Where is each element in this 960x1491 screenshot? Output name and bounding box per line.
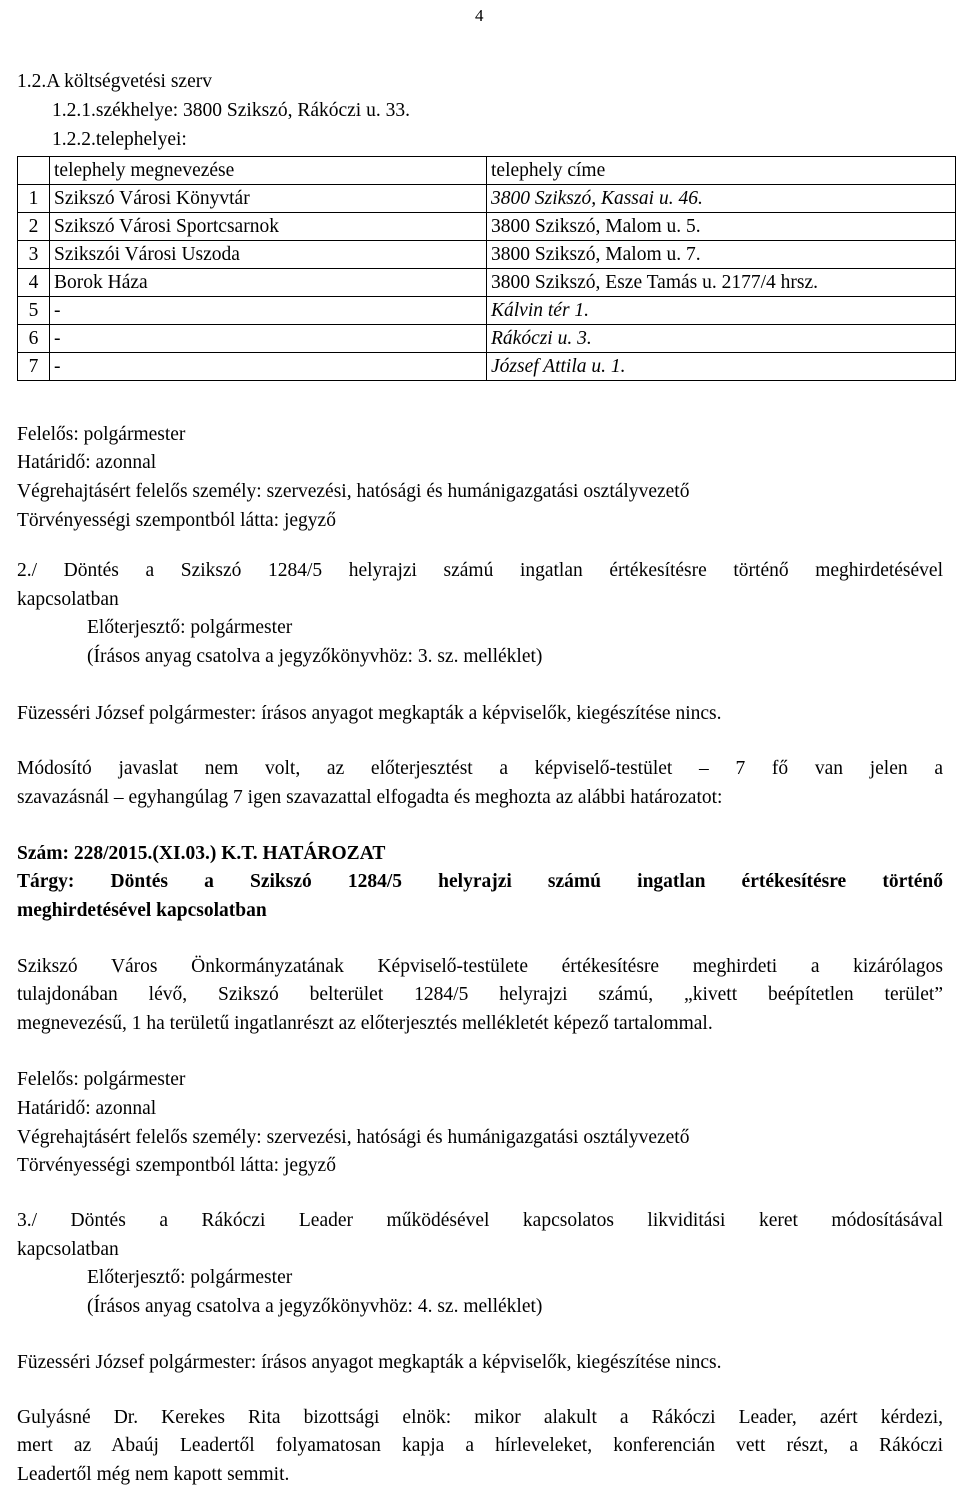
- item3-title-line2: kapcsolatban: [17, 1239, 119, 1260]
- item3-irasos: (Írásos anyag csatolva a jegyzőkönyvhöz: 4. sz. melléklet): [87, 1296, 543, 1317]
- row-name: Borok Háza: [50, 269, 487, 297]
- item2-title-line2: kapcsolatban: [17, 589, 119, 610]
- table-header-num: [18, 157, 50, 185]
- item3-eloterjeszto: Előterjesztő: polgármester: [87, 1267, 293, 1288]
- item3-title-line1: 3./ Döntés a Rákóczi Leader működésével kapcsolatos likviditási keret módosításával: [17, 1210, 943, 1231]
- item3-gulyasne-line3: Leadertől még nem kapott semmit.: [17, 1464, 290, 1485]
- page-number: 4: [475, 6, 484, 25]
- hatarido-line: Határidő: azonnal: [17, 452, 157, 473]
- row-address: 3800 Szikszó, Malom u. 7.: [487, 241, 956, 269]
- resolution-body-line2: tulajdonában lévő, Szikszó belterület 1284/5 helyrajzi számú, „kivett beépítetlen terület”: [17, 984, 943, 1005]
- row-address: 3800 Szikszó, Malom u. 5.: [487, 213, 956, 241]
- row-num: 7: [18, 353, 50, 381]
- row-address: 3800 Szikszó, Esze Tamás u. 2177/4 hrsz.: [487, 269, 956, 297]
- row-num: 3: [18, 241, 50, 269]
- item3-fuzesseri: Füzesséri József polgármester: írásos anyagot megkapták a képviselők, kiegészítése nincs.: [17, 1352, 722, 1373]
- resolution-number: Szám: 228/2015.(XI.03.) K.T. HATÁROZAT: [17, 843, 386, 864]
- item2-modosito-line1: Módosító javaslat nem volt, az előterjesztést a képviselő-testület – 7 fő van jelen a: [17, 758, 943, 779]
- row-num: 1: [18, 185, 50, 213]
- resolution-body-line1: Szikszó Város Önkormányzatának Képviselő-testülete értékesítésre meghirdeti a kizárólagos: [17, 956, 943, 977]
- row-num: 2: [18, 213, 50, 241]
- table-row: [18, 353, 956, 381]
- row-num: 6: [18, 325, 50, 353]
- row-name: -: [50, 353, 487, 381]
- vegrehajtas-line: Végrehajtásért felelős személy: szervezési, hatósági és humánigazgatási osztályvezető: [17, 481, 690, 502]
- table-row: [18, 241, 956, 269]
- item2-title-line1: 2./ Döntés a Szikszó 1284/5 helyrajzi számú ingatlan értékesítésre történő meghirdetésével: [17, 560, 943, 581]
- item3-gulyasne-line2: mert az Abaúj Leadertől folyamatosan kapja a hírleveleket, konferencián vett részt, a Rákóczi: [17, 1435, 943, 1456]
- item2-irasos: (Írásos anyag csatolva a jegyzőkönyvhöz: 3. sz. melléklet): [87, 646, 543, 667]
- row-address: Rákóczi u. 3.: [487, 325, 956, 353]
- table-header-name: telephely megnevezése: [50, 157, 487, 185]
- torvenyesseg-line: Törvényességi szempontból látta: jegyző: [17, 1155, 336, 1176]
- row-name: -: [50, 325, 487, 353]
- row-address: József Attila u. 1.: [487, 353, 956, 381]
- row-name: Szikszói Városi Uszoda: [50, 241, 487, 269]
- section-heading: 1.2.A költségvetési szerv: [17, 71, 212, 92]
- item2-modosito-line2: szavazásnál – egyhangúlag 7 igen szavazattal elfogadta és meghozta az alábbi határozatot:: [17, 787, 723, 808]
- torvenyesseg-line: Törvényességi szempontból látta: jegyző: [17, 510, 336, 531]
- sites-label: 1.2.2.telephelyei:: [52, 129, 187, 150]
- table-row: [18, 213, 956, 241]
- sites-table: [17, 156, 956, 381]
- felelos-line: Felelős: polgármester: [17, 424, 186, 445]
- vegrehajtas-line: Végrehajtásért felelős személy: szervezési, hatósági és humánigazgatási osztályvezető: [17, 1127, 690, 1148]
- resolution-subject-line1: Tárgy: Döntés a Szikszó 1284/5 helyrajzi számú ingatlan értékesítésre történő: [17, 871, 943, 892]
- item2-eloterjeszto: Előterjesztő: polgármester: [87, 617, 293, 638]
- hatarido-line: Határidő: azonnal: [17, 1098, 157, 1119]
- row-num: 5: [18, 297, 50, 325]
- seat-line: 1.2.1.székhelye: 3800 Szikszó, Rákóczi u. 33.: [52, 100, 410, 121]
- row-name: Szikszó Városi Sportcsarnok: [50, 213, 487, 241]
- item2-fuzesseri: Füzesséri József polgármester: írásos anyagot megkapták a képviselők, kiegészítése nincs.: [17, 703, 722, 724]
- row-address: Kálvin tér 1.: [487, 297, 956, 325]
- table-row: [18, 269, 956, 297]
- table-header-row: [18, 157, 956, 185]
- resolution-subject-line2: meghirdetésével kapcsolatban: [17, 900, 267, 921]
- row-name: Szikszó Városi Könyvtár: [50, 185, 487, 213]
- table-header-address: telephely címe: [487, 157, 956, 185]
- felelos-line: Felelős: polgármester: [17, 1069, 186, 1090]
- table-row: [18, 185, 956, 213]
- row-num: 4: [18, 269, 50, 297]
- row-name: -: [50, 297, 487, 325]
- table-row: [18, 325, 956, 353]
- resolution-body-line3: megnevezésű, 1 ha területű ingatlanrészt az előterjesztés mellékletét képező tartalommal.: [17, 1013, 713, 1034]
- row-address: 3800 Szikszó, Kassai u. 46.: [487, 185, 956, 213]
- item3-gulyasne-line1: Gulyásné Dr. Kerekes Rita bizottsági elnök: mikor alakult a Rákóczi Leader, azért kérdezi,: [17, 1407, 943, 1428]
- table-row: [18, 297, 956, 325]
